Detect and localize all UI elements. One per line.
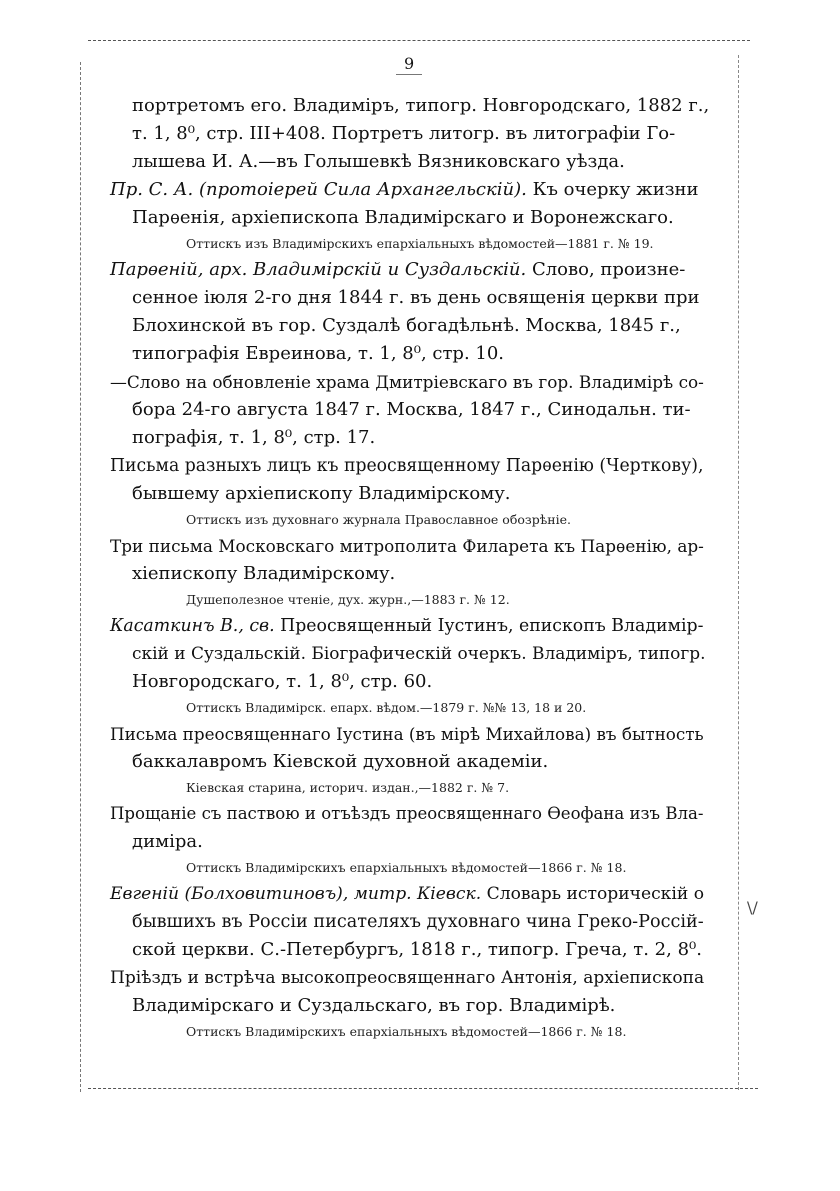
bibliography-entry [110,256,710,452]
entry-text: Письма преосвященнаго Іустина (въ мірѣ Михайлова) въ бытность [110,724,704,744]
left-border-rule [80,62,81,1092]
entry-text: сенное іюля 2-го дня 1844 г. въ день освященія церкви при [132,287,700,308]
entry-line [110,720,710,748]
bottom-border-rule [88,1088,758,1089]
entry-author: Парѳеній, арх. Владимірскій и Суздальскій. [110,259,527,280]
entry-source: Кіевская старина, историч. издан.,—1882 г. № 7. [186,780,510,795]
entry-line [110,640,710,668]
entry-line [110,424,710,452]
entry-text: пографія, т. 1, 8⁰, стр. 17. [132,427,376,448]
entry-text: бора 24-го августа 1847 г. Москва, 1847 г., Синодальн. ти- [132,399,691,420]
entry-text: скій и Суздальскій. Біографическій очеркъ. Владиміръ, типогр. [132,644,706,664]
entry-text: Слово, произне- [526,259,686,280]
entry-line [110,560,710,588]
entry-line [110,256,710,284]
entry-line [110,936,710,964]
entry-line [110,396,710,424]
entry-text: Къ очерку жизни [526,179,699,200]
bibliography-entry [110,880,710,964]
entry-line [110,964,710,992]
right-border-rule [738,55,739,1090]
entry-line [110,480,710,508]
entry-text: ской церкви. С.-Петербургъ, 1818 г., типогр. Греча, т. 2, 8⁰. [132,939,702,960]
entry-source: Оттискъ изъ духовнаго журнала Православное обозрѣніе. [186,512,571,527]
bibliography-entry [110,176,710,256]
entry-line [110,176,710,204]
entry-line [110,340,710,368]
entry-line [110,532,710,560]
entry-text: Блохинской въ гор. Суздалѣ богадѣльнѣ. Москва, 1845 г., [132,315,681,336]
entry-line [110,880,710,908]
bibliography-entry [110,612,710,720]
entry-line [110,612,710,640]
entry-text: бывшему архіепископу Владимірскому. [132,483,511,504]
entry-author: Касаткинъ В., св. [110,616,275,636]
entry-text: лышева И. А.—въ Голышевкѣ Вязниковскаго уѣзда. [132,151,625,172]
entry-line [110,92,710,120]
entry-text: диміра. [132,831,203,852]
entry-line [110,204,710,232]
entry-source: Оттискъ Владимірск. епарх. вѣдом.—1879 г. №№ 13, 18 и 20. [186,700,587,715]
bibliography-entry [110,452,710,532]
bibliography-entry [110,92,710,176]
entry-line [110,452,710,480]
entry-text: Три письма Московскаго митрополита Филарета къ Парѳенію, ар- [110,536,704,556]
entry-text: Новгородскаго, т. 1, 8⁰, стр. 60. [132,671,433,692]
entry-line [110,992,710,1020]
entry-text: —Слово на обновленіе храма Дмитріевскаго въ гор. Владимірѣ со- [110,372,704,392]
margin-check-mark: \/ [747,898,758,917]
entry-text: типографія Евреинова, т. 1, 8⁰, стр. 10. [132,343,505,364]
entry-line [110,908,710,936]
entry-text: Словарь историческій о [481,884,705,904]
entry-source: Душеполезное чтеніе, дух. журн.,—1883 г. № 12. [186,592,510,607]
entry-line [110,748,710,776]
entry-text: Парѳенія, архіепископа Владимірскаго и Воронежскаго. [132,207,674,228]
page-number-rule [396,74,422,75]
entry-line [110,668,710,696]
entry-text: Письма разныхъ лицъ къ преосвященному Парѳенію (Черткову), [110,456,704,476]
entry-line [110,284,710,312]
bibliography-entry [110,800,710,880]
entry-text: Владимірскаго и Суздальскаго, въ гор. Владимірѣ. [132,995,616,1016]
top-border-rule [88,40,750,41]
entry-author: Пр. С. А. (протоіерей Сила Архангельскій). [110,179,527,200]
bibliography-entry [110,532,710,612]
entry-line [110,120,710,148]
entry-text: бывшихъ въ Россіи писателяхъ духовнаго чина Греко-Россій- [132,912,704,932]
entry-line [110,148,710,176]
entry-text: Пріѣздъ и встрѣча высокопреосвященнаго Антонія, архіепископа [110,968,705,988]
page-number: 9 [404,54,415,73]
entry-text: баккалавромъ Кіевской духовной академіи. [132,751,549,772]
entry-text: хіепископу Владимірскому. [132,563,396,584]
entry-line [110,828,710,856]
entry-text: т. 1, 8⁰, стр. III+408. Портретъ литогр. въ литографіи Го- [132,123,676,144]
bibliography-entry [110,720,710,800]
entry-text: Преосвященный Іустинъ, епископъ Владимір- [274,616,704,636]
bibliography-entry [110,964,710,1044]
entry-author: Евгеній (Болховитиновъ), митр. Кіевск. [110,884,482,904]
entry-line [110,800,710,828]
entry-text: портретомъ его. Владиміръ, типогр. Новгородскаго, 1882 г., [132,95,710,116]
entry-source: Оттискъ изъ Владимірскихъ епархіальныхъ вѣдомостей—1881 г. № 19. [186,236,654,251]
entry-text: Прощаніе съ паствою и отъѣздъ преосвященнаго Ѳеофана изъ Вла- [110,804,704,823]
entry-source: Оттискъ Владимірскихъ епархіальныхъ вѣдомостей—1866 г. № 18. [186,860,627,875]
entry-source: Оттискъ Владимірскихъ епархіальныхъ вѣдомостей—1866 г. № 18. [186,1024,627,1039]
entry-line [110,312,710,340]
entry-line [110,368,710,396]
bibliography-text [110,92,710,1044]
